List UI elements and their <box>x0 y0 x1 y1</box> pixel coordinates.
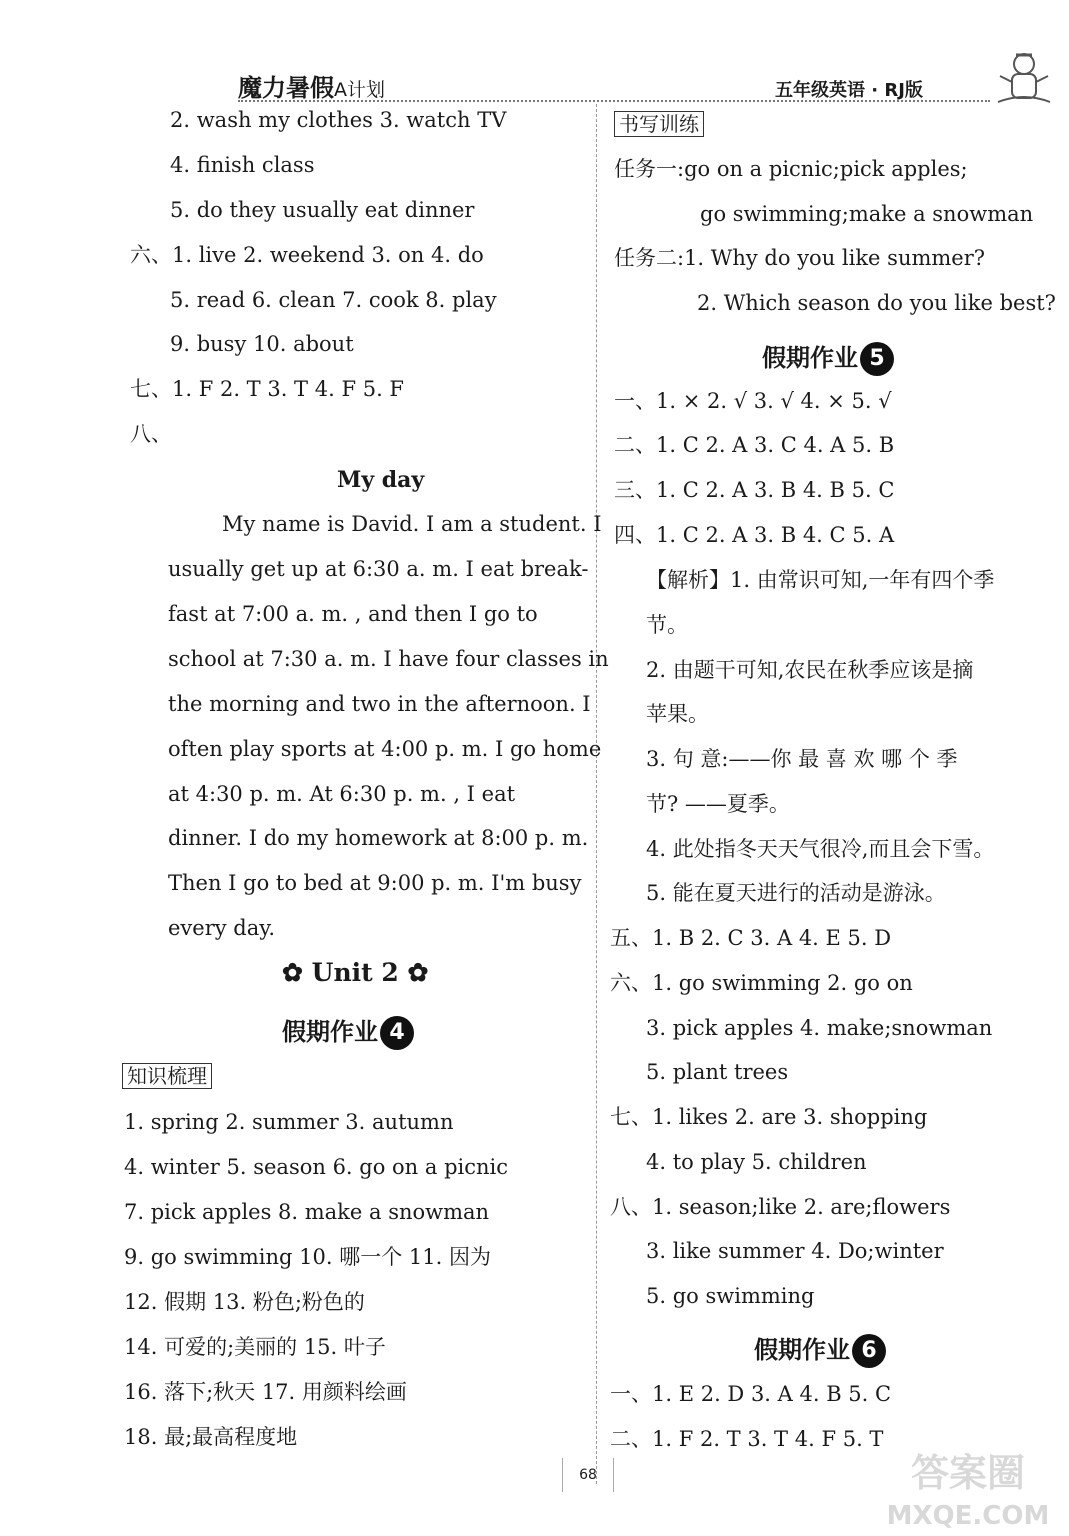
essay-line: dinner. I do my homework at 8:00 p. m. <box>168 826 589 850</box>
answer-line: 二、1. F 2. T 3. T 4. F 5. T <box>610 1427 884 1451</box>
homework-heading: 假期作业 5 <box>762 338 894 376</box>
book-title: 魔力暑假A计划 <box>238 74 385 102</box>
watermark-text: 答案圈 <box>910 1451 1026 1495</box>
knowledge-line: 9. go swimming 10. 哪一个 11. 因为 <box>124 1245 491 1269</box>
analysis-line: 【解析】1. 由常识可知,一年有四个季 <box>646 568 995 592</box>
knowledge-line: 1. spring 2. summer 3. autumn <box>124 1110 454 1134</box>
analysis-line: 2. 由题干可知,农民在秋季应该是摘 <box>646 658 974 682</box>
answer-line: 9. busy 10. about <box>170 332 354 356</box>
essay-line: every day. <box>168 916 276 940</box>
watermark-url: MXQE.COM <box>886 1501 1050 1531</box>
knowledge-line: 14. 可爱的;美丽的 15. 叶子 <box>124 1335 386 1359</box>
flower-icon: ✿ <box>282 958 312 987</box>
section-label: 知识梳理 <box>122 1062 212 1090</box>
answer-line: 四、1. C 2. A 3. B 4. C 5. A <box>614 523 895 547</box>
essay-title: My day <box>337 467 425 493</box>
essay-line: often play sports at 4:00 p. m. I go home <box>168 737 602 761</box>
analysis-line: 3. 句 意:——你 最 喜 欢 哪 个 季 <box>646 747 958 771</box>
knowledge-line: 18. 最;最高程度地 <box>124 1425 298 1449</box>
writing-line: 任务二:1. Why do you like summer? <box>614 246 986 270</box>
answer-line: 五、1. B 2. C 3. A 4. E 5. D <box>610 926 892 950</box>
knowledge-line: 4. winter 5. season 6. go on a picnic <box>124 1155 508 1179</box>
analysis-line: 5. 能在夏天进行的活动是游泳。 <box>646 881 946 905</box>
answer-line: 三、1. C 2. A 3. B 4. B 5. C <box>614 478 895 502</box>
essay-line: My name is David. I am a student. I <box>222 512 602 536</box>
homework-heading: 假期作业 6 <box>754 1330 886 1368</box>
unit-heading: ✿ Unit 2 ✿ <box>282 958 429 987</box>
page-number: 68 <box>562 1458 614 1492</box>
answer-line: 六、1. live 2. weekend 3. on 4. do <box>130 243 484 267</box>
analysis-line: 节。 <box>646 613 688 637</box>
answer-line: 一、1. × 2. √ 3. √ 4. × 5. √ <box>614 389 892 413</box>
essay-line: school at 7:30 a. m. I have four classes in <box>168 647 609 671</box>
analysis-line: 4. 此处指冬天天气很冷,而且会下雪。 <box>646 837 995 861</box>
essay-line: Then I go to bed at 9:00 p. m. I'm busy <box>168 871 582 895</box>
knowledge-line: 16. 落下;秋天 17. 用颜料绘画 <box>124 1380 407 1404</box>
answer-line: 5. go swimming <box>646 1284 815 1308</box>
homework-heading: 假期作业 4 <box>282 1012 414 1050</box>
answer-line: 一、1. E 2. D 3. A 4. B 5. C <box>610 1382 892 1406</box>
knowledge-line: 7. pick apples 8. make a snowman <box>124 1200 490 1224</box>
answer-line: 八、 <box>130 422 172 446</box>
homework-number-badge: 4 <box>380 1016 414 1050</box>
answer-line: 3. pick apples 4. make;snowman <box>646 1016 993 1040</box>
homework-number-badge: 6 <box>852 1334 886 1368</box>
essay-line: at 4:30 p. m. At 6:30 p. m. , I eat <box>168 782 516 806</box>
grade-label: 五年级英语 · RJ版 <box>775 80 923 101</box>
answer-line: 六、1. go swimming 2. go on <box>610 971 913 995</box>
knowledge-line: 12. 假期 13. 粉色;粉色的 <box>124 1290 365 1314</box>
header-rule <box>238 100 990 102</box>
essay-line: the morning and two in the afternoon. I <box>168 692 591 716</box>
writing-line: 2. Which season do you like best? <box>697 291 1056 315</box>
book-title-suffix: A计划 <box>334 79 385 101</box>
essay-line: usually get up at 6:30 a. m. I eat break- <box>168 557 589 581</box>
answer-line: 3. like summer 4. Do;winter <box>646 1239 944 1263</box>
writing-line: go swimming;make a snowman <box>700 202 1034 226</box>
watermark-logo <box>878 1440 1058 1532</box>
writing-line: 任务一:go on a picnic;pick apples; <box>614 157 968 181</box>
answer-line: 七、1. likes 2. are 3. shopping <box>610 1105 928 1129</box>
flower-icon: ✿ <box>398 958 429 987</box>
answer-line: 5. plant trees <box>646 1060 789 1084</box>
answer-line: 4. to play 5. children <box>646 1150 867 1174</box>
essay-line: fast at 7:00 a. m. , and then I go to <box>168 602 538 626</box>
section-label: 书写训练 <box>614 110 704 138</box>
analysis-line: 节? ——夏季。 <box>646 792 790 816</box>
column-divider <box>596 104 597 1484</box>
homework-number-badge: 5 <box>860 342 894 376</box>
answer-line: 七、1. F 2. T 3. T 4. F 5. F <box>130 377 404 401</box>
answer-line: 4. finish class <box>170 153 315 177</box>
snowman-mascot-icon <box>994 48 1054 106</box>
answer-line: 二、1. C 2. A 3. C 4. A 5. B <box>614 433 895 457</box>
answer-line: 5. read 6. clean 7. cook 8. play <box>170 288 497 312</box>
answer-line: 5. do they usually eat dinner <box>170 198 475 222</box>
answer-line: 八、1. season;like 2. are;flowers <box>610 1195 951 1219</box>
analysis-line: 苹果。 <box>646 702 709 726</box>
answer-line: 2. wash my clothes 3. watch TV <box>170 108 507 132</box>
